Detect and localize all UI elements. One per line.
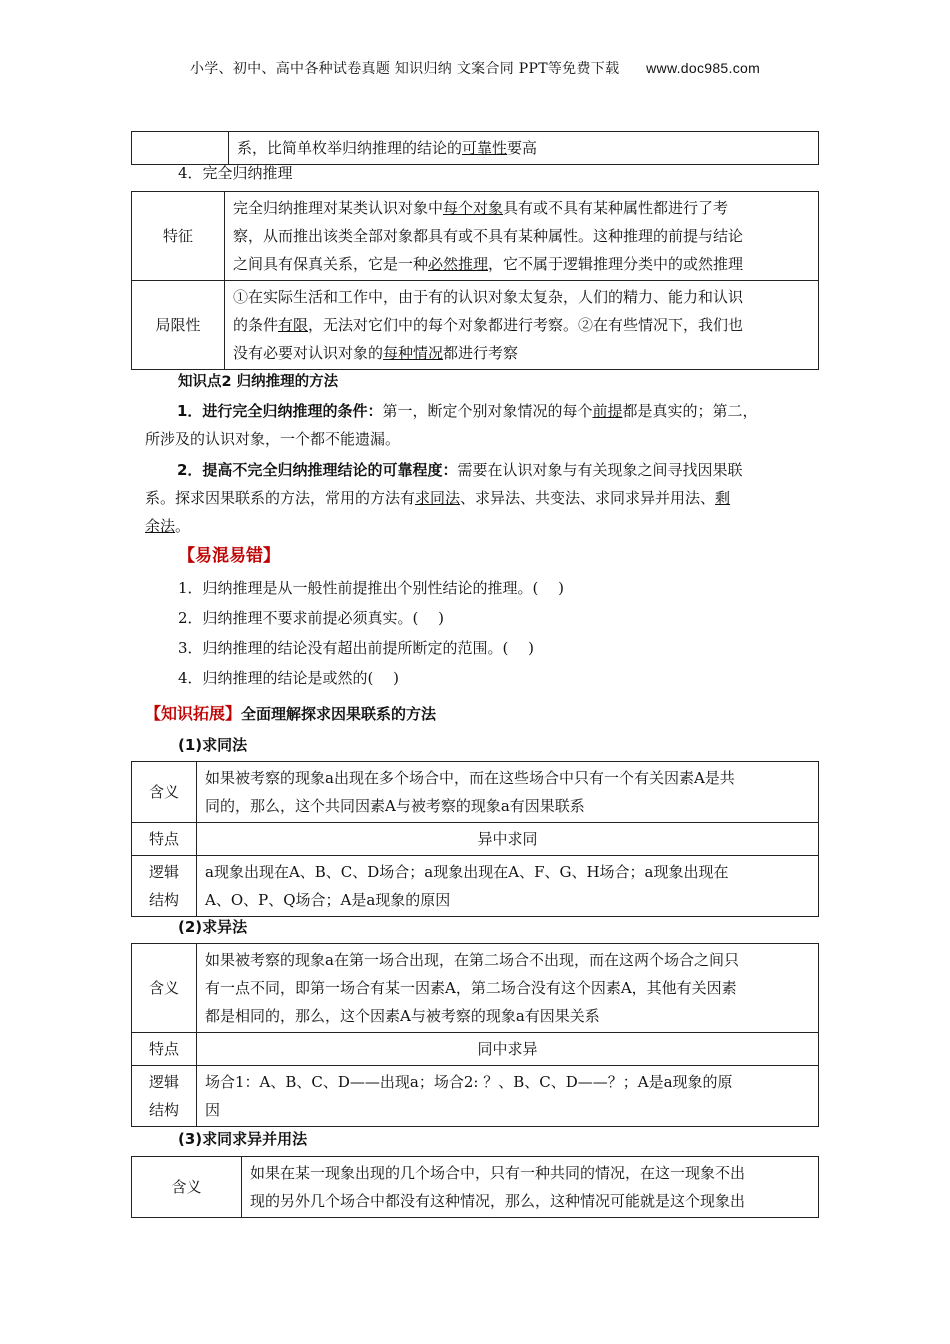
feature-label: 特点: [132, 823, 197, 856]
complete-induction-table: [131, 191, 819, 370]
logic-label: 逻辑 结构: [132, 856, 197, 917]
logic-label: 逻辑 结构: [132, 1066, 197, 1127]
feature-content: 完全归纳推理对某类认识对象中每个对象具有或不具有某种属性都进行了考 察，从而推出该类全部对象都具有或不具有某种属性。这种推理的前提与结论 之间具有保真关系，它是一种必然推理，它不属于逻辑推理分类中的或然推理: [225, 192, 819, 281]
method-1-table: [131, 761, 819, 917]
confusion-list: [178, 573, 564, 693]
method-1-title: (1)求同法: [178, 736, 248, 754]
feature-content: 异中求同: [197, 823, 819, 856]
method-3-title: (3)求同求异并用法: [178, 1130, 308, 1148]
method-2-title: (2)求异法: [178, 918, 248, 936]
list-item: 2．归纳推理不要求前提必须真实。( ): [178, 609, 445, 627]
logic-content: a现象出现在A、B、C、D场合；a现象出现在A、F、G、H场合；a现象出现在 A、O、P、Q场合；A是a现象的原因: [197, 856, 819, 917]
header-text: 小学、初中、高中各种试卷真题 知识归纳 文案合同 PPT等免费下载: [189, 61, 620, 77]
kp2-paragraph-1: 1．进行完全归纳推理的条件：第一，断定个别对象情况的每个前提都是真实的；第二， 所涉及的认识对象，一个都不能遗漏。: [145, 402, 758, 448]
header-url[interactable]: www.doc985.com: [646, 60, 761, 76]
feature-content: 同中求异: [197, 1033, 819, 1066]
knowledge-point-2-title: 知识点2 归纳推理的方法: [178, 374, 339, 390]
meaning-content: 如果被考察的现象a出现在多个场合中，而在这些场合中只有一个有关因素A是共 同的，那么，这个共同因素A与被考察的现象a有因果联系: [197, 762, 819, 823]
list-item: 4．归纳推理的结论是或然的( ): [178, 669, 400, 687]
section-4-title: 4．完全归纳推理: [178, 164, 293, 182]
confusion-title: 【易混易错】: [178, 546, 280, 566]
page-header: [0, 58, 950, 78]
method-2-table: [131, 943, 819, 1127]
continuation-cell: 系，比简单枚举归纳推理的结论的可靠性要高: [229, 132, 819, 165]
meaning-content: 如果被考察的现象a在第一场合出现，在第二场合不出现，而在这两个场合之间只 有一点不同，即第一场合有某一因素A，第二场合没有这个因素A，其他有关因素 都是相同的，那么，这个因素A与被考察的现象a有因果关系: [197, 944, 819, 1033]
meaning-label: 含义: [132, 1157, 242, 1218]
knowledge-expansion-heading: 【知识拓展】全面理解探求因果联系的方法: [145, 704, 437, 723]
feature-label: 特征: [132, 192, 225, 281]
logic-content: 场合1：A、B、C、D——出现a；场合2: ？、B、C、D——？；A是a现象的原 因: [197, 1066, 819, 1127]
list-item: 3．归纳推理的结论没有超出前提所断定的范围。( ): [178, 639, 535, 657]
limitation-content: ①在实际生活和工作中，由于有的认识对象太复杂，人们的精力、能力和认识 的条件有限，无法对它们中的每个对象都进行考察。②在有些情况下，我们也 没有必要对认识对象的每种情况都进行考察: [225, 281, 819, 370]
meaning-label: 含义: [132, 944, 197, 1033]
meaning-label: 含义: [132, 762, 197, 823]
list-item: 1．归纳推理是从一般性前提推出个别性结论的推理。( ): [178, 579, 565, 597]
meaning-content: 如果在某一现象出现的几个场合中，只有一种共同的情况，在这一现象不出 现的另外几个场合中都没有这种情况，那么，这种情况可能就是这个现象出: [242, 1157, 819, 1218]
feature-label: 特点: [132, 1033, 197, 1066]
method-3-table: [131, 1156, 819, 1218]
limitation-label: 局限性: [132, 281, 225, 370]
kp2-paragraph-2: 2．提高不完全归纳推理结论的可靠程度：需要在认识对象与有关现象之间寻找因果联 系。探求因果联系的方法，常用的方法有求同法、求异法、共变法、求同求异并用法、剩 余法。: [145, 461, 743, 535]
